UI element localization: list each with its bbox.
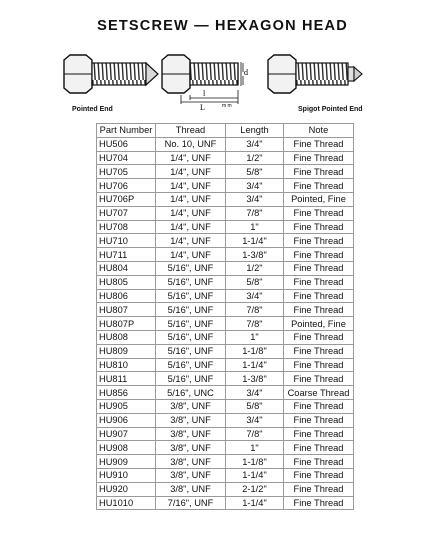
note-cell: Fine Thread xyxy=(284,234,354,248)
length-cell: 2-1/2" xyxy=(226,482,284,496)
part-number-cell: HU804 xyxy=(97,261,156,275)
thread-cell: 1/4", UNF xyxy=(156,165,226,179)
thread-cell: No. 10, UNF xyxy=(156,137,226,151)
part-number-cell: HU706 xyxy=(97,179,156,193)
table-row xyxy=(97,441,354,455)
note-cell: Fine Thread xyxy=(284,165,354,179)
length-cell: 5/8" xyxy=(226,165,284,179)
table-row xyxy=(97,358,354,372)
dimension-label-l: l xyxy=(203,89,206,98)
part-number-cell: HU807P xyxy=(97,317,156,331)
thread-cell: 5/16", UNC xyxy=(156,386,226,400)
note-cell: Fine Thread xyxy=(284,261,354,275)
table-row xyxy=(97,303,354,317)
length-cell: 7/8" xyxy=(226,317,284,331)
note-cell: Fine Thread xyxy=(284,303,354,317)
dimensioned-setscrew-icon xyxy=(162,55,248,112)
length-cell: 1" xyxy=(226,330,284,344)
thread-cell: 5/16", UNF xyxy=(156,317,226,331)
note-cell: Fine Thread xyxy=(284,344,354,358)
note-cell: Fine Thread xyxy=(284,482,354,496)
part-number-cell: HU920 xyxy=(97,482,156,496)
length-cell: 1/2" xyxy=(226,261,284,275)
note-cell: Fine Thread xyxy=(284,275,354,289)
note-cell: Fine Thread xyxy=(284,399,354,413)
table-row xyxy=(97,248,354,262)
length-cell: 1-3/8" xyxy=(226,248,284,262)
table-row xyxy=(97,234,354,248)
length-cell: 1-1/4" xyxy=(226,358,284,372)
thread-cell: 1/4", UNF xyxy=(156,151,226,165)
thread-cell: 5/16", UNF xyxy=(156,358,226,372)
thread-cell: 5/16", UNF xyxy=(156,303,226,317)
thread-cell: 1/4", UNF xyxy=(156,179,226,193)
page-title: SETSCREW — HEXAGON HEAD xyxy=(97,18,348,34)
thread-cell: 5/16", UNF xyxy=(156,372,226,386)
table-row xyxy=(97,192,354,206)
table-header-row xyxy=(97,124,354,138)
length-cell: 5/8" xyxy=(226,399,284,413)
note-cell: Fine Thread xyxy=(284,220,354,234)
part-number-cell: HU506 xyxy=(97,137,156,151)
thread-cell: 3/8", UNF xyxy=(156,441,226,455)
thread-cell: 3/8", UNF xyxy=(156,468,226,482)
thread-cell: 3/8", UNF xyxy=(156,399,226,413)
dimension-label-mm: m m xyxy=(222,103,232,109)
dimension-label-L: L xyxy=(200,103,205,112)
note-cell: Fine Thread xyxy=(284,179,354,193)
length-cell: 3/4" xyxy=(226,179,284,193)
note-cell: Pointed, Fine xyxy=(284,317,354,331)
thread-cell: 5/16", UNF xyxy=(156,344,226,358)
note-cell: Fine Thread xyxy=(284,427,354,441)
part-number-cell: HU708 xyxy=(97,220,156,234)
part-number-cell: HU909 xyxy=(97,455,156,469)
part-number-cell: HU1010 xyxy=(97,496,156,510)
table-row xyxy=(97,455,354,469)
length-cell: 1-1/4" xyxy=(226,234,284,248)
thread-cell: 1/4", UNF xyxy=(156,192,226,206)
part-number-cell: HU710 xyxy=(97,234,156,248)
thread-cell: 3/8", UNF xyxy=(156,455,226,469)
table-row xyxy=(97,179,354,193)
note-cell: Fine Thread xyxy=(284,496,354,510)
column-header-part-number: Part Number xyxy=(97,124,156,138)
column-header-note: Note xyxy=(284,124,354,138)
note-cell: Fine Thread xyxy=(284,372,354,386)
part-number-cell: HU910 xyxy=(97,468,156,482)
note-cell: Fine Thread xyxy=(284,330,354,344)
note-cell: Fine Thread xyxy=(284,289,354,303)
length-cell: 1-1/4" xyxy=(226,468,284,482)
table-row xyxy=(97,413,354,427)
column-header-length: Length xyxy=(226,124,284,138)
table-row xyxy=(97,372,354,386)
part-number-cell: HU807 xyxy=(97,303,156,317)
part-number-cell: HU704 xyxy=(97,151,156,165)
thread-cell: 5/16", UNF xyxy=(156,275,226,289)
table-row xyxy=(97,427,354,441)
thread-cell: 7/16", UNF xyxy=(156,496,226,510)
spigot-pointed-setscrew-icon xyxy=(268,55,362,93)
note-cell: Fine Thread xyxy=(284,455,354,469)
part-number-cell: HU907 xyxy=(97,427,156,441)
note-cell: Fine Thread xyxy=(284,358,354,372)
part-number-cell: HU811 xyxy=(97,372,156,386)
part-number-cell: HU808 xyxy=(97,330,156,344)
thread-cell: 5/16", UNF xyxy=(156,261,226,275)
pointed-end-setscrew-icon xyxy=(64,55,158,93)
part-number-cell: HU810 xyxy=(97,358,156,372)
part-number-cell: HU806 xyxy=(97,289,156,303)
length-cell: 1" xyxy=(226,441,284,455)
part-number-cell: HU856 xyxy=(97,386,156,400)
table-row xyxy=(97,344,354,358)
part-number-cell: HU707 xyxy=(97,206,156,220)
column-header-thread: Thread xyxy=(156,124,226,138)
note-cell: Coarse Thread xyxy=(284,386,354,400)
part-number-cell: HU805 xyxy=(97,275,156,289)
length-cell: 1/2" xyxy=(226,151,284,165)
length-cell: 1-1/8" xyxy=(226,344,284,358)
table-row xyxy=(97,261,354,275)
dimension-label-d: d xyxy=(244,68,248,77)
thread-cell: 5/16", UNF xyxy=(156,330,226,344)
length-cell: 1-1/8" xyxy=(226,455,284,469)
part-number-cell: HU906 xyxy=(97,413,156,427)
thread-cell: 3/8", UNF xyxy=(156,427,226,441)
length-cell: 3/4" xyxy=(226,137,284,151)
note-cell: Fine Thread xyxy=(284,413,354,427)
table-row xyxy=(97,165,354,179)
table-row xyxy=(97,206,354,220)
thread-cell: 3/8", UNF xyxy=(156,413,226,427)
thread-cell: 1/4", UNF xyxy=(156,220,226,234)
note-cell: Fine Thread xyxy=(284,468,354,482)
part-number-cell: HU905 xyxy=(97,399,156,413)
thread-cell: 1/4", UNF xyxy=(156,206,226,220)
length-cell: 3/4" xyxy=(226,192,284,206)
table-row xyxy=(97,386,354,400)
setscrew-illustrations xyxy=(0,40,445,122)
note-cell: Pointed, Fine xyxy=(284,192,354,206)
length-cell: 3/4" xyxy=(226,386,284,400)
thread-cell: 1/4", UNF xyxy=(156,248,226,262)
length-cell: 1" xyxy=(226,220,284,234)
caption-spigot-pointed-end: Spigot Pointed End xyxy=(298,106,363,113)
length-cell: 3/4" xyxy=(226,289,284,303)
length-cell: 7/8" xyxy=(226,303,284,317)
table-row xyxy=(97,468,354,482)
length-cell: 1-1/4" xyxy=(226,496,284,510)
length-cell: 7/8" xyxy=(226,427,284,441)
thread-cell: 5/16", UNF xyxy=(156,289,226,303)
part-number-cell: HU706P xyxy=(97,192,156,206)
table-row xyxy=(97,317,354,331)
note-cell: Fine Thread xyxy=(284,137,354,151)
caption-pointed-end: Pointed End xyxy=(72,106,113,113)
thread-cell: 3/8", UNF xyxy=(156,482,226,496)
part-number-cell: HU809 xyxy=(97,344,156,358)
table-row xyxy=(97,137,354,151)
part-number-cell: HU705 xyxy=(97,165,156,179)
length-cell: 3/4" xyxy=(226,413,284,427)
table-row xyxy=(97,289,354,303)
note-cell: Fine Thread xyxy=(284,248,354,262)
note-cell: Fine Thread xyxy=(284,151,354,165)
length-cell: 7/8" xyxy=(226,206,284,220)
table-row xyxy=(97,220,354,234)
length-cell: 5/8" xyxy=(226,275,284,289)
length-cell: 1-3/8" xyxy=(226,372,284,386)
table-row xyxy=(97,399,354,413)
table-row xyxy=(97,275,354,289)
thread-cell: 1/4", UNF xyxy=(156,234,226,248)
note-cell: Fine Thread xyxy=(284,441,354,455)
table-row xyxy=(97,151,354,165)
part-number-cell: HU908 xyxy=(97,441,156,455)
table-row xyxy=(97,330,354,344)
table-row xyxy=(97,482,354,496)
part-number-cell: HU711 xyxy=(97,248,156,262)
note-cell: Fine Thread xyxy=(284,206,354,220)
setscrew-spec-table xyxy=(96,123,354,510)
table-row xyxy=(97,496,354,510)
